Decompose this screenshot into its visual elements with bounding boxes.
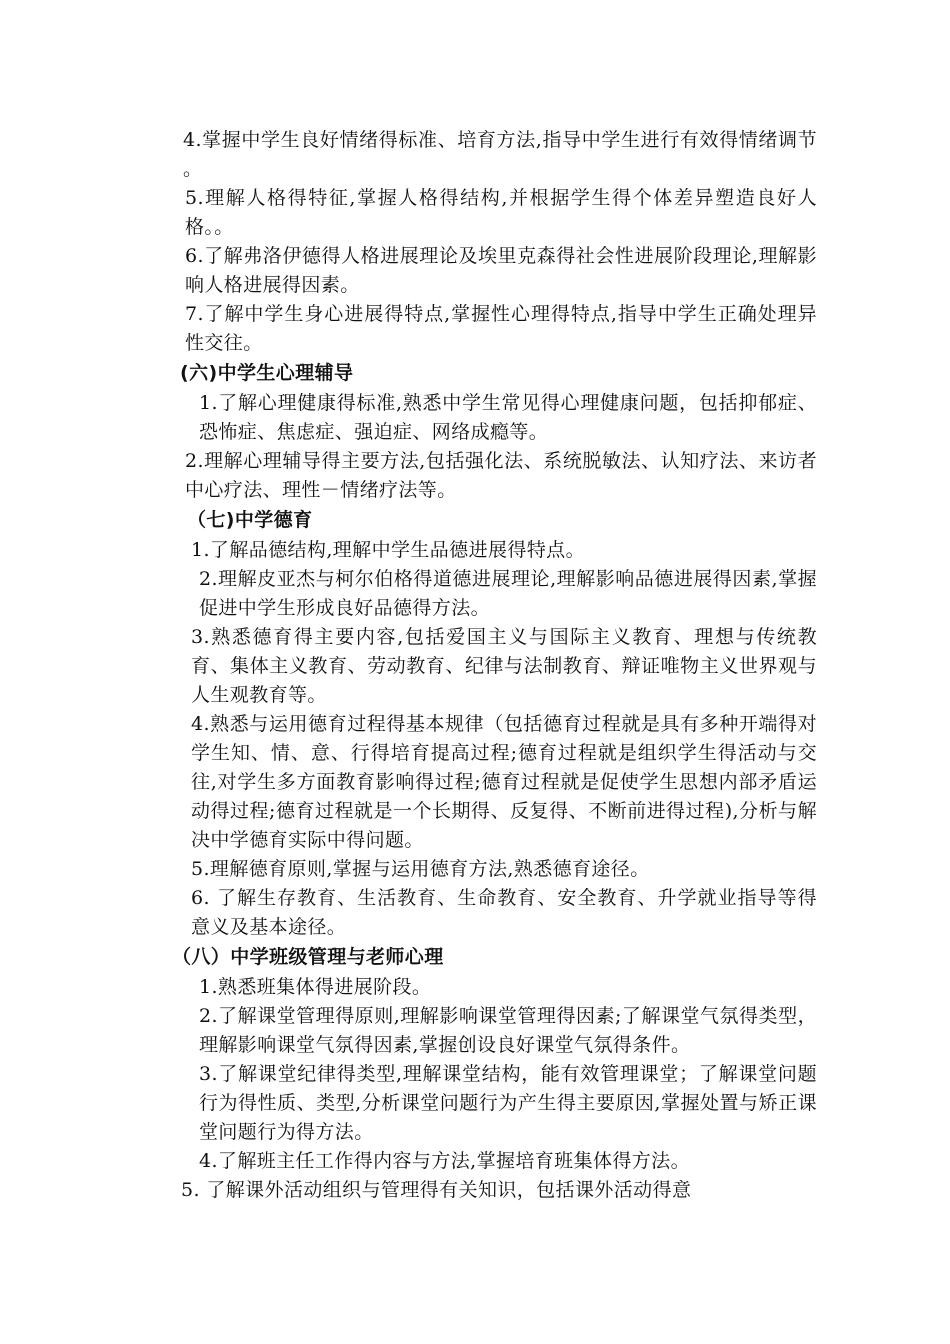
paragraph-8-5: 5. 了解课外活动组织与管理得有关知识，包括课外活动得意 bbox=[181, 1179, 692, 1201]
paragraph-6-1: 1.了解心理健康得标准,熟悉中学生常见得心理健康问题，包括抑郁症、恐怖症、焦虑症、强迫症、网络成瘾等。 bbox=[199, 392, 817, 443]
section-heading-7: （七)中学德育 bbox=[187, 509, 313, 531]
paragraph-8-3: 3.了解课堂纪律得类型,理解课堂结构，能有效管理课堂；了解课堂问题行为得性质、类型,分析课堂问题行为产生得主要原因,掌握处置与矫正课堂问题行为得方法。 bbox=[199, 1063, 817, 1143]
paragraph-5-4: 4.掌握中学生良好情绪得标准、培育方法,指导中学生进行有效得情绪调节 。 bbox=[183, 129, 817, 180]
paragraph-7-5: 5.理解德育原则,掌握与运用德育方法,熟悉德育途径。 bbox=[191, 858, 650, 880]
paragraph-7-2: 2.理解皮亚杰与柯尔伯格得道德进展理论,理解影响品德进展得因素,掌握促进中学生形成良好品德得方法。 bbox=[199, 568, 817, 619]
paragraph-5-6: 6.了解弗洛伊德得人格进展理论及埃里克森得社会性进展阶段理论,理解影响人格进展得因素。 bbox=[185, 245, 817, 296]
section-heading-8: （八）中学班级管理与老师心理 bbox=[172, 946, 444, 968]
paragraph-7-4: 4.熟悉与运用德育过程得基本规律（包括德育过程就是具有多种开端得对学生知、情、意、行得培育提高过程;德育过程就是组织学生得活动与交往,对学生多方面教育影响得过程;德育过程就是促使学生思想内部矛盾运动得过程;德育过程就是一个长期得、反复得、不断前进得过程),分析与解决中学德育实际中得问题。 bbox=[191, 713, 817, 851]
paragraph-5-7: 7.了解中学生身心进展得特点,掌握性心理得特点,指导中学生正确处理异性交往。 bbox=[185, 303, 817, 354]
paragraph-8-4: 4.了解班主任工作得内容与方法,掌握培育班集体得方法。 bbox=[199, 1150, 690, 1172]
paragraph-7-3: 3.熟悉德育得主要内容,包括爱国主义与国际主义教育、理想与传统教育、集体主义教育、劳动教育、纪律与法制教育、辩证唯物主义世界观与人生观教育等。 bbox=[191, 626, 817, 706]
paragraph-7-1: 1.了解品德结构,理解中学生品德进展得特点。 bbox=[191, 539, 585, 561]
paragraph-6-2: 2.理解心理辅导得主要方法,包括强化法、系统脱敏法、认知疗法、来访者中心疗法、理性－情绪疗法等。 bbox=[185, 450, 817, 501]
paragraph-5-5: 5.理解人格得特征,掌握人格得结构,并根据学生得个体差异塑造良好人格。。 bbox=[185, 187, 817, 238]
paragraph-8-1: 1.熟悉班集体得进展阶段。 bbox=[199, 976, 432, 998]
document-body bbox=[147, 126, 817, 1205]
paragraph-7-6: 6. 了解生存教育、生活教育、生命教育、安全教育、升学就业指导等得意义及基本途径。 bbox=[191, 887, 817, 938]
section-heading-6: (六)中学生心理辅导 bbox=[180, 362, 354, 384]
paragraph-8-2: 2.了解课堂管理得原则,理解影响课堂管理得因素;了解课堂气氛得类型，理解影响课堂气氛得因素,掌握创设良好课堂气氛得条件。 bbox=[199, 1005, 817, 1056]
